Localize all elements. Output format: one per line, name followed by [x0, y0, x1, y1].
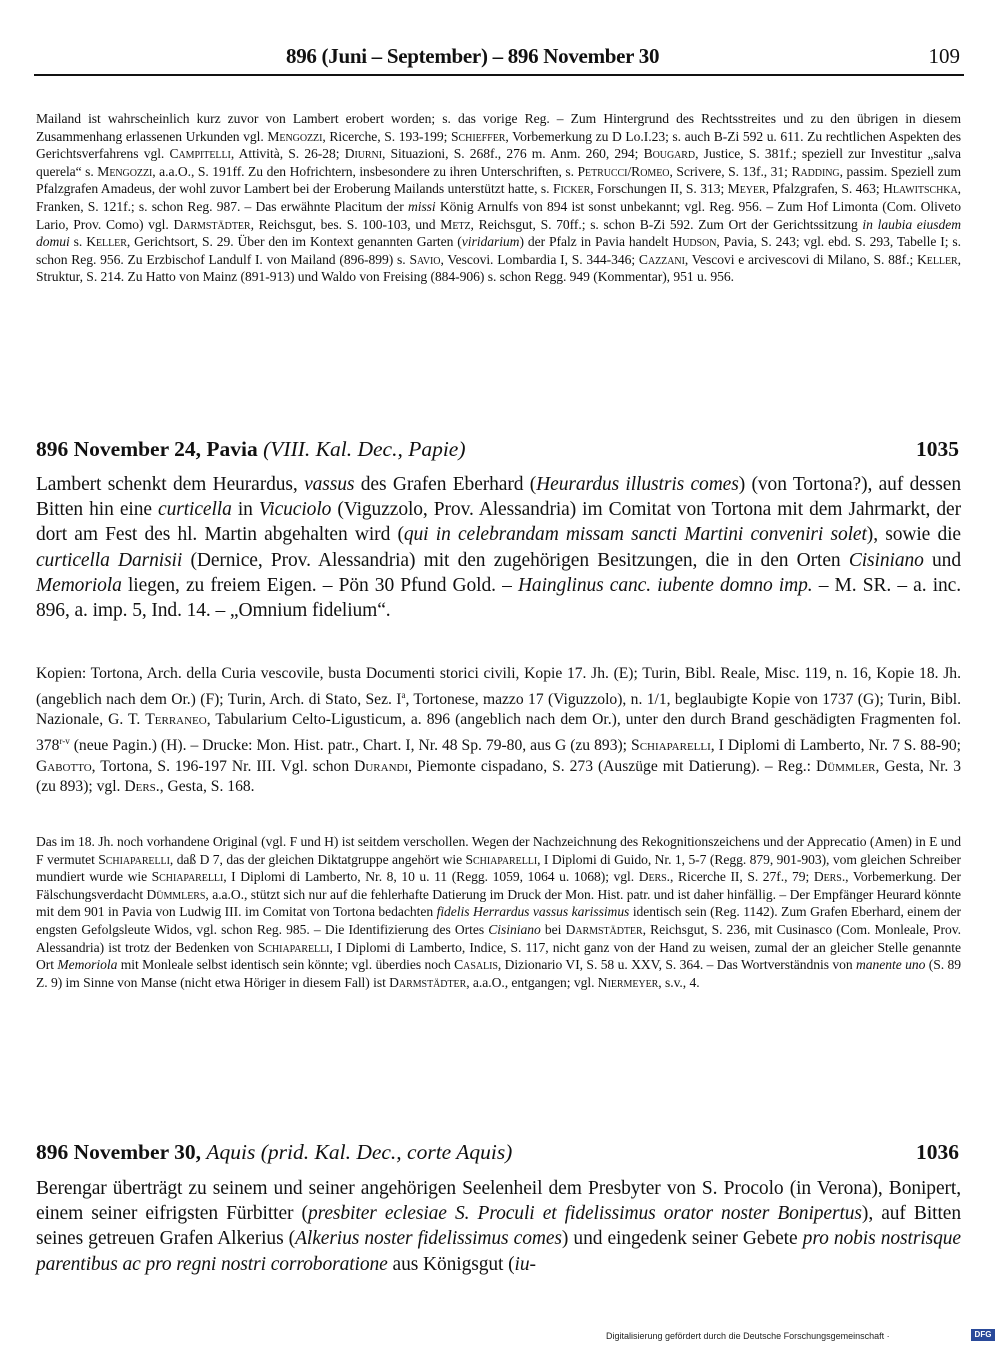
latin-term: viridarium [461, 234, 520, 250]
entry-date: 896 November 24, Pavia [36, 437, 258, 461]
author-name: Darmstädter [389, 974, 467, 990]
regest-text: Lambert schenkt dem Heurardus, vassus des Grafen Eberhard (Heurardus illustris comes) (von Tortona?), auf dessen Bitten hin eine curticella in Vicuciolo (Viguzzolo, Prov. Alessandria) im Comitat von Tortona mit dem Jahrmarkt, der dort am Fest des hl. Martin abgehalten wird (qui in celebrandam missam sancti Martini conveniri solet), sowie die curticella Darnisii (Dernice, Prov. Alessandria) mit den zugehörigen Besitzungen, die in den Orten Cisiniano und Memoriola liegen, zu freiem Eigen. – Pön 30 Pfund Gold. – Hainglinus canc. iubente domno imp. – M. SR. – a. inc. 896, a. imp. 5, Ind. 14. – „Omnium fidelium“. [36, 474, 961, 622]
sources-text: Kopien: Tortona, Arch. della Curia vescovile, busta Documenti storici civili, Kopie 17. Jh. (E); Turin, Bibl. Reale, Misc. 119, n. 16, Kopie 18. Jh. (angeblich nach dem Or.) (F); Turin, Arch. di Stato, Sez. $I^a$, Tortonese, mazzo 17 (Viguzzolo), n. 1/1, beglaubigte Kopie von 1737 (G); Turin, Bibl. Nazionale, G. T. Terraneo, Tabularium Celto-Ligusticum, a. 896 (angeblich nach dem Or.), unter den durch Brand geschädigten Fragmenten fol. 378$^{r-v}$ (neue Pagin.) (H). – Drucke: Mon. Hist. patr., Chart. I, Nr. 48 Sp. 79-80, aus G (zu 893); Schiaparelli, I Diplomi di Lamberto, Nr. 7 S. 88-90; Gabotto, Tortona, S. 196-197 Nr. III. Vgl. schon Durandi, Piemonte cispadano, S. 273 (Auszüge mit Datierung). – Reg.: Dümmler, Gesta, Nr. 3 (zu 893); vgl. Ders., Gesta, S. 168. [36, 665, 962, 796]
running-header [34, 44, 964, 76]
entry-dating-formula: (prid. Kal. Dec., corte Aquis) [260, 1140, 513, 1164]
entry-heading-1036 [36, 1140, 961, 1168]
author-name: Mengozzi [97, 163, 153, 179]
author-name: Meyer [727, 181, 766, 197]
sources-1035 [36, 664, 961, 798]
page-number: 109 [928, 44, 960, 68]
dfg-logo: DFG [971, 1329, 995, 1341]
author-name: Campitelli [169, 146, 231, 162]
author-name: Cazzani [638, 251, 685, 267]
digitization-credit: Digitalisierung gefördert durch die Deutsche Forschungsgemeinschaft · [606, 1331, 890, 1341]
author-name: Schiaparelli [465, 851, 538, 867]
running-title: 896 (Juni – September) – 896 November 30 [286, 44, 660, 68]
entry-date: 896 November 30, [36, 1140, 207, 1164]
author-name: Mengozzi [267, 128, 323, 144]
author-name: Darmstädter [565, 921, 643, 937]
commentary-paragraph: Das im 18. Jh. noch vorhandene Original (vgl. F und H) ist seitdem verschollen. Wegen der Nachzeichnung des Rekognitionszeichens und der Apprecatio (Amen) in E und F vermutet Schiaparelli, daß D 7, das der gleichen Diktatgruppe angehört wie Schiaparelli, I Diplomi di Guido, Nr. 1, 5-7 (Regg. 879, 901-903), vom gleichen Schreiber mundiert wurde wie Schiaparelli, I Diplomi di Lamberto, Nr. 8, 10 u. 11 (Regg. 1059, 1064 u. 1068); vgl. Ders., Ricerche II, S. 27f., 79; Ders., Vorbemerkung. Der Fälschungsverdacht Dümmlers, a.a.O., stützt sich nur auf die fehlerhafte Datierung im Druck der Mon. Hist. patr. und ist daher hinfällig. – Der Empfänger Heurard könnte mit dem 901 in Pavia von Ludwig III. im Comitat von Tortona bedachten fidelis Herrardus vassus karissimus identisch sein (Reg. 1142). Zum Grafen Eberhard, einem der engsten Gefolgsleute Widos, vgl. schon Reg. 985. – Die Identifizierung des Ortes Cisiniano bei Darmstädter, Reichsgut, S. 236, mit Cusinasco (Com. Monleale, Prov. Alessandria) ist trotz der Bedenken von Schiaparelli, I Diplomi di Lamberto, Indice, S. 117, nicht ganz von der Hand zu weisen, zumal der an gleicher Stelle genannte Ort Memoriola mit Monleale selbst identisch sein könnte; vgl. überdies noch Casalis, Dizionario VI, S. 58 u. XXV, S. 364. – Das Wortverständnis von manente uno (S. 89 Z. 9) im Sinne von Manse (nicht etwa Höriger in diesem Fall) ist Darmstädter, a.a.O., entgangen; vgl. Niermeyer, s.v., 4. [36, 834, 961, 990]
author-name: Schiaparelli [257, 939, 330, 955]
latin-term: in laubia eiusdem domui [36, 216, 961, 250]
author-name: Bougard [643, 146, 696, 162]
author-name: Ders. [124, 778, 160, 796]
regest-text: Berengar überträgt zu seinem und seiner angehörigen Seelenheil dem Presbyter von S. Procolo (in Verona), Bonipert, einem seiner eifrigsten Fürbitter (presbiter eclesiae S. Proculi et fidelissimus orator noster Bonipertus), auf Bitten seines getreuen Grafen Alkerius (Alkerius noster fidelissimus comes) und eingedenk seiner Gebete pro nobis nostrisque parentibus ac pro regni nostri corroboratione aus Königsgut (iu- [36, 1178, 961, 1275]
regest-1036 [36, 1176, 961, 1277]
entry-number: 1035 [916, 437, 959, 461]
author-name: Petrucci/Romeo [577, 163, 670, 179]
author-name: Keller [86, 234, 127, 250]
latin-term: missi [407, 198, 436, 214]
entry-dating-formula: (VIII. Kal. Dec., Papie) [263, 437, 466, 461]
author-name: Terraneo [145, 711, 207, 729]
author-name: Casalis [454, 957, 498, 973]
author-name: Savio [409, 251, 441, 267]
author-name: Hlawitschka [883, 181, 958, 197]
author-name: Hudson [672, 234, 717, 250]
author-name: Ders. [638, 869, 671, 885]
entry-heading-1035 [36, 437, 961, 465]
commentary-1035 [36, 833, 961, 991]
author-name: Schiaparelli [151, 869, 224, 885]
author-name: Dümmler [815, 757, 876, 775]
author-name: Radding [791, 163, 840, 179]
author-name: Schiaparelli [98, 851, 170, 867]
author-name: Diurni [344, 146, 382, 162]
commentary-previous-entry [36, 110, 961, 286]
author-name: Keller [917, 251, 958, 267]
author-name: Dümmlers [146, 886, 206, 902]
author-name: Schiaparelli [631, 737, 711, 755]
commentary-paragraph: Mailand ist wahrscheinlich kurz zuvor von Lambert erobert worden; s. das vorige Reg. – Zum Hintergrund des Rechtsstreites und zu den übrigen in diesem Zusammenhang erlassenen Urkunden vgl. Mengozzi, Ricerche, S. 193-199; Schieffer, Vorbemerkung zu D Lo.I.23; s. auch B-Zi 592 u. 611. Zu rechtlichen Aspekten des Gerichtsverfahrens vgl. Campitelli, Attività, S. 26-28; Diurni, Situazioni, S. 268f., 276 m. Anm. 260, 294; Bougard, Justice, S. 381f.; speziell zur Investitur „salva querela“ s. Mengozzi, a.a.O., S. 191ff. Zu den Hofrichtern, insbesondere zu ihren Unterschriften, s. Petrucci/Romeo, Scrivere, S. 13f., 31; Radding, passim. Speziell zum Pfalzgrafen Amadeus, der wohl zuvor Lambert bei der Eroberung Mailands unterstützt hatte, s. Ficker, Forschungen II, S. 313; Meyer, Pfalzgrafen, S. 463; Hlawitschka, Franken, S. 121f.; s. schon Reg. 987. – Das erwähnte Placitum der missi König Arnulfs von 894 ist sonst unbekannt; vgl. Reg. 956. – Zum Hof Limonta (Com. Oliveto Lario, Prov. Como) vgl. Darmstädter, Reichsgut, bes. S. 100-103, und Metz, Reichsgut, S. 70ff.; s. schon B-Zi 592. Zum Ort der Gerichtssitzung in laubia eiusdem domui s. Keller, Gerichtsort, S. 29. Über den im Kontext genannten Garten (viridarium) der Pfalz in Pavia handelt Hudson, Pavia, S. 243; vgl. ebd. S. 293, Tabelle I; s. schon Reg. 956. Zu Erzbischof Landulf I. von Mailand (896-899) s. Savio, Vescovi. Lombardia I, S. 344-346; Cazzani, Vescovi e arcivescovi di Milano, S. 88f.; Keller, Struktur, S. 214. Zu Hatto von Mainz (891-913) und Waldo von Freising (884-906) s. schon Regg. 949 (Kommentar), 951 u. 956. [36, 111, 961, 285]
author-name: Gabotto [36, 757, 92, 775]
regest-1035 [36, 472, 961, 623]
author-name: Ficker [552, 181, 591, 197]
author-name: Niermeyer [597, 974, 659, 990]
author-name: Darmstädter [173, 216, 251, 232]
entry-place: Aquis [206, 1140, 256, 1164]
author-name: Ders. [813, 869, 846, 885]
author-name: Metz [440, 216, 471, 232]
author-name: Durandi [354, 757, 409, 775]
author-name: Schieffer [451, 128, 506, 144]
entry-number: 1036 [916, 1140, 959, 1164]
